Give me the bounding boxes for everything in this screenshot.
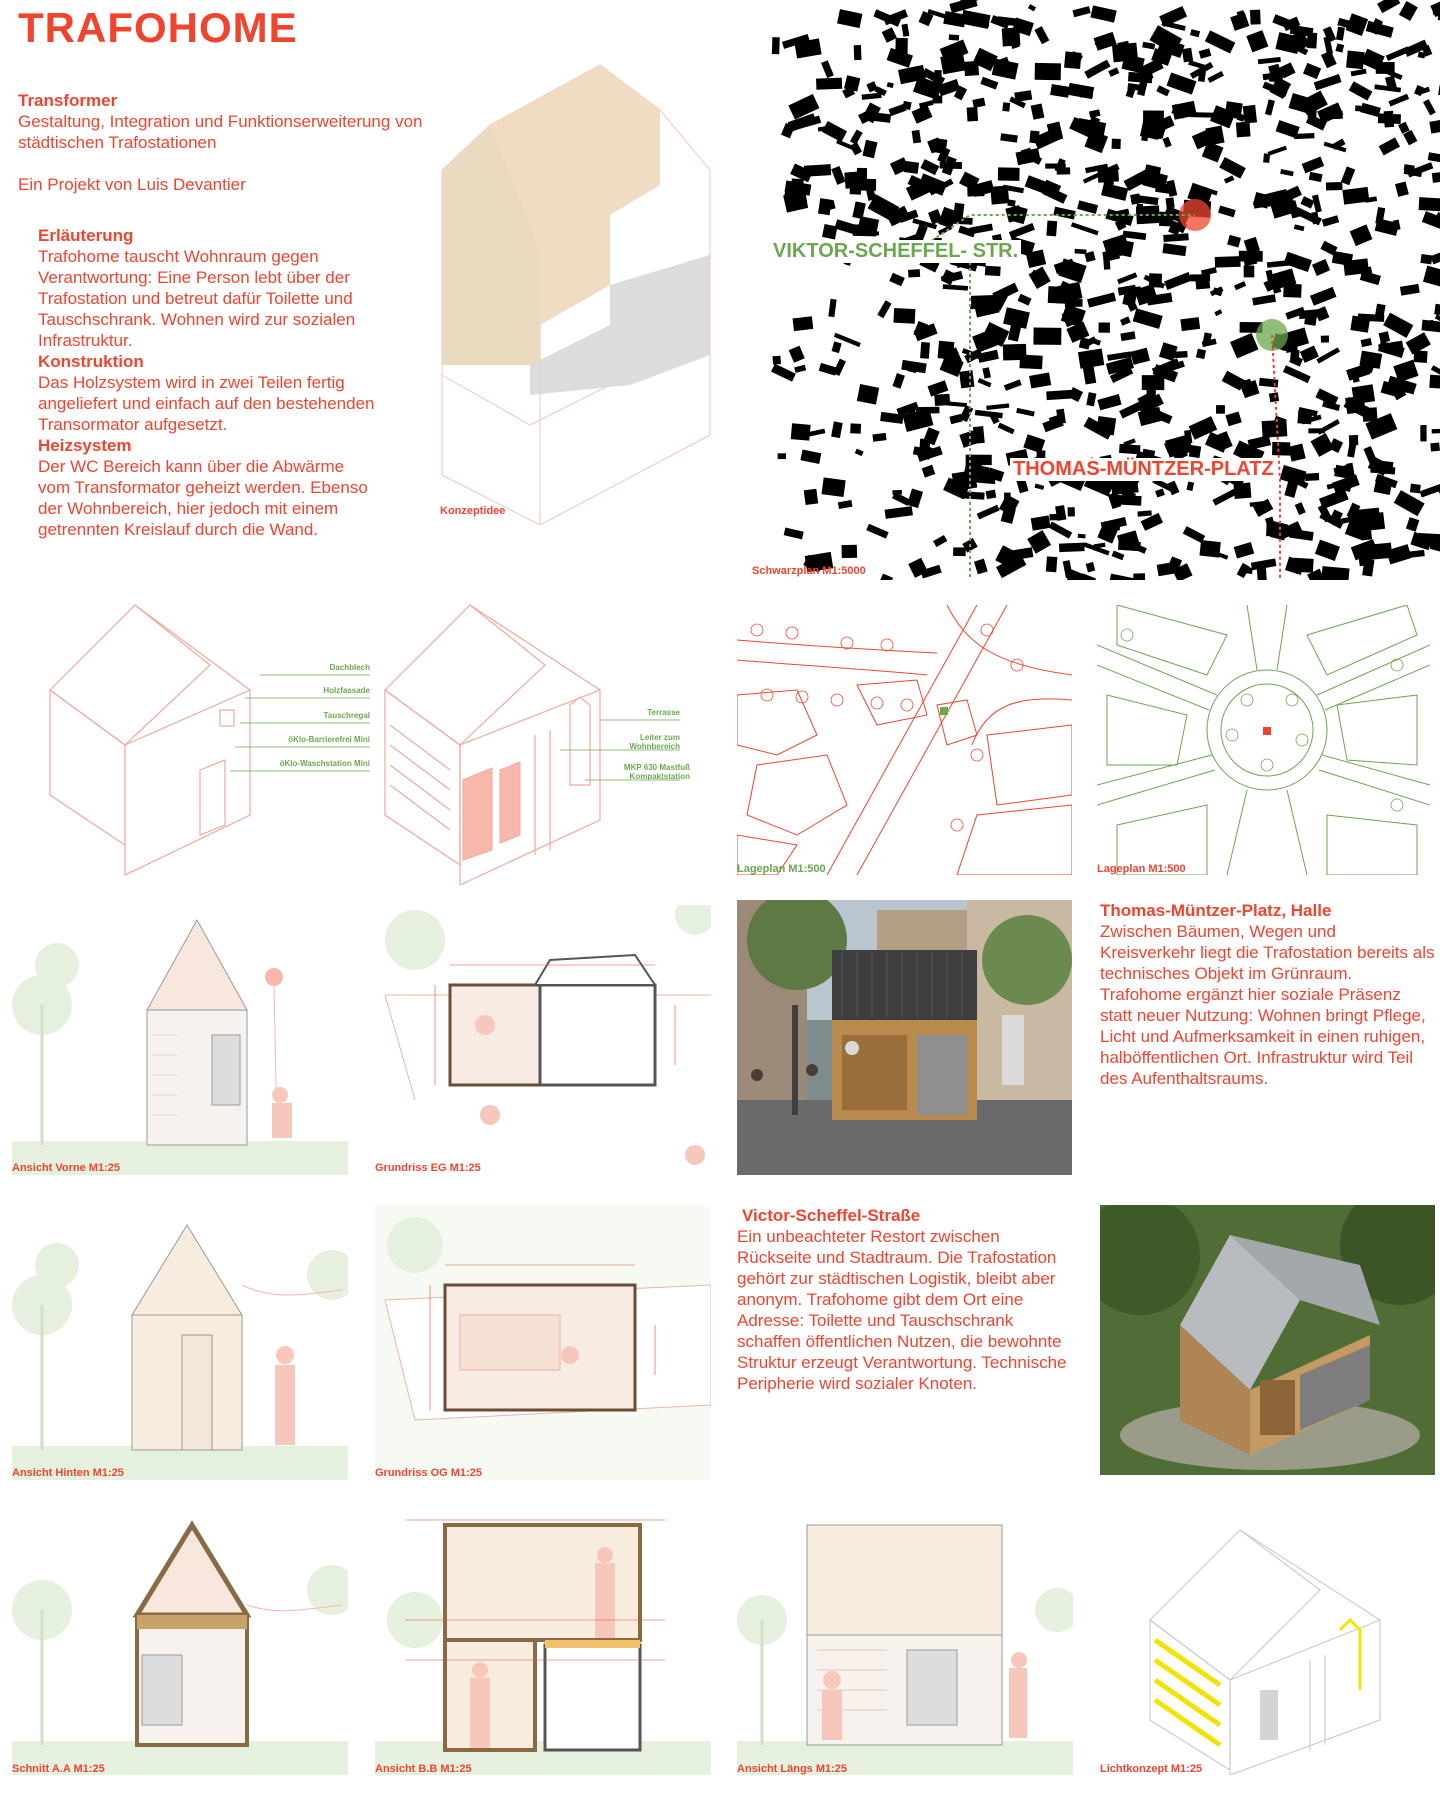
square-label-thomas: THOMAS-MÜNTZER-PLATZ xyxy=(1010,458,1277,481)
drawing-grundriss-og xyxy=(375,1205,711,1480)
caption-grundriss-eg: Grundriss EG M1:25 xyxy=(375,1162,481,1174)
axo-label: Terrasse xyxy=(647,708,680,717)
intro-heading: Transformer xyxy=(18,91,118,110)
caption-schwarzplan: Schwarzplan M1:5000 xyxy=(752,565,866,577)
lageplan-thomas xyxy=(1097,605,1430,875)
lageplan-viktor xyxy=(737,605,1072,875)
axo-label: öKlo-Barrierefrei Mini xyxy=(288,735,370,744)
section-heading: Erläuterung xyxy=(38,226,134,245)
intro-block xyxy=(18,90,458,195)
section-heading: Heizsystem xyxy=(38,436,132,455)
render-victor-scheffel xyxy=(1100,1205,1435,1475)
concept-axonometric xyxy=(430,25,750,525)
caption-ansicht-vorne: Ansicht Vorne M1:25 xyxy=(12,1162,120,1174)
drawing-schnitt-aa xyxy=(12,1510,348,1775)
caption-ansicht-hinten: Ansicht Hinten M1:25 xyxy=(12,1467,124,1479)
photo-thomas-muentzer-platz xyxy=(737,900,1072,1175)
caption-schnitt-aa: Schnitt A.A M1:25 xyxy=(12,1763,105,1775)
site1-body: Zwischen Bäumen, Wegen und Kreisverkehr liegt die Trafostation bereits als technisches Objekt im Grünraum. Trafohome ergänzt hier soziale Präsenz statt neuer Nutzung: Wohnen bringt Pflege, Licht und Aufmerksamkeit in einen ruhigen, halböffentlichen Ort. Infrastruktur wird Teil des Aufenthaltsraums. xyxy=(1100,922,1435,1088)
page-title: TRAFOHOME xyxy=(18,4,298,51)
site1-text xyxy=(1100,900,1435,1089)
axo-label: öKlo-Waschstation Mini xyxy=(279,759,370,768)
caption-grundriss-og: Grundriss OG M1:25 xyxy=(375,1467,482,1479)
caption-konzept: Konzeptidee xyxy=(440,505,506,517)
drawing-ansicht-laengs xyxy=(737,1510,1073,1775)
intro-subtitle: Gestaltung, Integration und Funktionserweiterung von städtischen Trafostationen xyxy=(18,112,423,152)
axo-label: Tauschregal xyxy=(323,711,370,720)
drawing-grundriss-eg xyxy=(375,905,711,1175)
axonometric-exploded xyxy=(40,595,700,885)
caption-lageplan-1: Lageplan M1:500 xyxy=(737,863,826,875)
drawing-ansicht-vorne xyxy=(12,905,348,1175)
section-body: Der WC Bereich kann über die Abwärme vom Transformator geheizt werden. Ebenso der Wohnbereich, hier jedoch mit einem getrennten Kreislauf durch die Wand. xyxy=(38,457,368,539)
caption-ansicht-bb: Ansicht B.B M1:25 xyxy=(375,1763,472,1775)
street-label-viktor: VIKTOR-SCHEFFEL- STR. xyxy=(770,240,1021,263)
section-body: Trafohome tauscht Wohnraum gegen Verantwortung: Eine Person lebt über der Trafostation und betreut dafür Toilette und Tauschschrank. Wohnen wird zur sozialen Infrastruktur. xyxy=(38,247,356,350)
caption-lageplan-2: Lageplan M1:500 xyxy=(1097,863,1186,875)
intro-author: Ein Projekt von Luis Devantier xyxy=(18,175,246,194)
axo-label: Dachblech xyxy=(329,663,370,672)
section-heading: Konstruktion xyxy=(38,352,144,371)
section-body: Das Holzsystem wird in zwei Teilen fertig angeliefert und einfach auf den bestehenden Transormator aufgesetzt. xyxy=(38,373,375,434)
schwarzplan-map xyxy=(770,0,1440,580)
drawing-ansicht-hinten xyxy=(12,1205,348,1480)
axo-label: MKP 630 Mastfuß Kompaktstation xyxy=(623,763,690,781)
site2-text xyxy=(737,1205,1072,1394)
axo-label: Holzfassade xyxy=(323,686,370,695)
site1-heading: Thomas-Müntzer-Platz, Halle xyxy=(1100,901,1332,920)
drawing-ansicht-bb xyxy=(375,1510,711,1775)
site2-heading: Victor-Scheffel-Straße xyxy=(742,1206,921,1225)
drawing-lichtkonzept xyxy=(1100,1510,1436,1775)
caption-ansicht-laengs: Ansicht Längs M1:25 xyxy=(737,1763,848,1775)
axo-label: Leiter zum Wohnbereich xyxy=(629,733,680,751)
explanation-block xyxy=(38,225,378,540)
site2-body: Ein unbeachteter Restort zwischen Rückseite und Stadtraum. Die Trafostation gehört zur städtischen Logistik, bleibt aber anonym. Trafohome gibt dem Ort eine Adresse: Toilette und Tauschschrank schaffen öffentlichen Nutzen, die bewohnte Struktur erzeugt Verantwortung. Technische Peripherie wird sozialer Knoten. xyxy=(737,1227,1067,1393)
caption-lichtkonzept: Lichtkonzept M1:25 xyxy=(1100,1763,1203,1775)
